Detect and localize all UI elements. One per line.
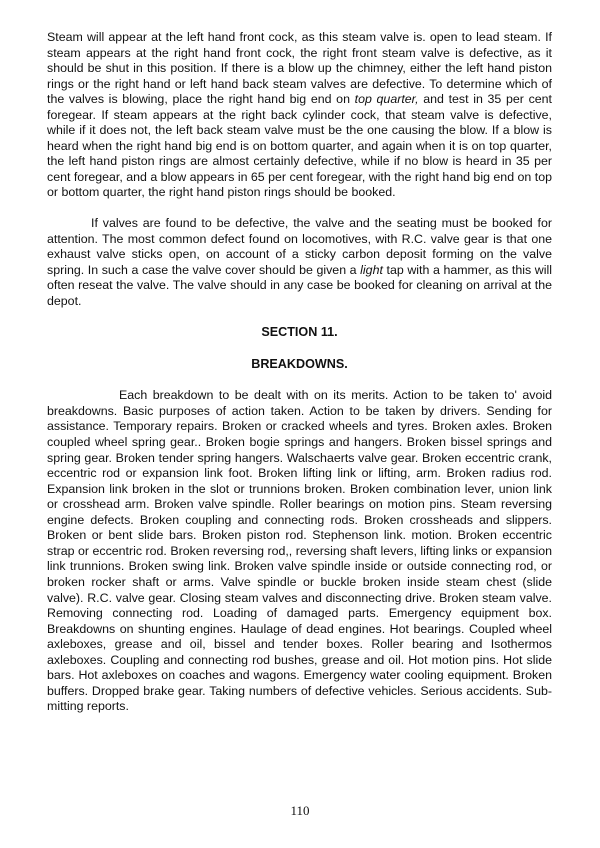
page-number: 110 — [290, 803, 310, 818]
paragraph-1-text-a: Steam will appear at the left hand front cock, as this steam valve is. open to lead steam. If steam appears at the right hand front cock, the right front steam valve is defective, as it should be shut in this position. If there is a blow up the chimney, either the left hand piston rings or the right hand or left hand back steam valves are defective. To determine which of the valves is blowing, place the right hand big end on — [47, 30, 552, 107]
paragraph-2-emphasis: light — [360, 262, 383, 277]
heading-gap — [47, 341, 552, 357]
section-heading: SECTION 11. — [261, 325, 338, 340]
paragraph-1-text-b: and test in 35 per cent foregear. If steam appears at the right back cylinder cock, that steam valve is defective, while if it does not, the left back steam valve must be the one causing the blow. If a blow is heard when the right hand big end is on bottom quarter, and again when it is on top quarter, the left hand piston rings are almost certainly defective, while if no blow is heard in 35 per cent foregear, and a blow appears in 65 per cent foregear, with the right hand big end on top or bottom quarter, the right hand piston rings should be booked. — [47, 92, 552, 200]
paragraph-gap — [47, 201, 552, 216]
paragraph-breakdowns: Each breakdown to be dealt with on its merits. Action to be taken to' avoid breakdowns. Basic purposes of action taken. Action to be taken by drivers. Sending for assistance. Temporary repairs. Broken or cracked wheels and tyres. Broken axles. Broken coupled wheel spring gear.. Broken bogie springs and hangers. Broken bissel springs and spring gear. Broken tender spring hangers. Walschaerts valve gear. Broken eccentric crank, eccentric rod or expansion link foot. Broken lifting link or lifting, arm. Broken radius rod. Expansion link broken in the slot or trunnions broken. Broken combination lever, union link or crosshead arm. Broken valve spindle. Roller bearings on motion pins. Steam reversing engine defects. Broken coupling and connecting rods. Broken crossheads and slippers. Broken or bent slide bars. Broken piston rod. Stephenson link. motion. Broken eccentric strap or eccentric rod. Broken reversing rod,, reversing shaft levers, lifting links or expansion link trunnions. Broken swing link. Broken valve spindle inside or outside connecting rod, or broken rocker shaft or arms. Valve spindle or buckle broken inside steam chest (slide valve). R.C. valve gear. Closing steam valves and disconnecting drive. Broken steam valve. Removing connecting rod. Loading of damaged parts. Emergency equipment box. Breakdowns on shunting engines. Haulage of dead engines. Hot bearings. Coupled wheel axleboxes, grease and oil, bissel and tender boxes. Roller bearing and Isothermos axleboxes. Coupling and connecting rod bushes, grease and oil. Hot motion pins. Hot slide bars. Hot axleboxes on coaches and wagons. Emergency water cooling equipment. Broken buffers. Dropped brake gear. Taking numbers of defective vehicles. Serious accidents. Sub-mitting reports. — [47, 388, 552, 714]
paragraph-2-text-a: If valves are found to be defective, the valve and the seating must be booked for attention. The most common defect found on locomotives, with R.C. valve gear is that one exhaust valve sticks open, on account of a sticky carbon deposit forming on the valve spring. In such a case the valve cover should be given a — [47, 216, 552, 277]
paragraph-defective-valves — [47, 216, 552, 309]
paragraph-2-text-b: tap with a hammer, as this will often reseat the valve. The valve should in any case be booked for cleaning on arrival at the depot. — [47, 262, 553, 308]
paragraph-valve-testing — [47, 30, 552, 201]
subheading-gap — [47, 372, 552, 388]
section-subheading: BREAKDOWNS. — [251, 356, 348, 371]
page-body — [47, 30, 552, 715]
paragraph-1-emphasis: top quarter, — [354, 92, 419, 107]
section-gap — [47, 309, 552, 325]
